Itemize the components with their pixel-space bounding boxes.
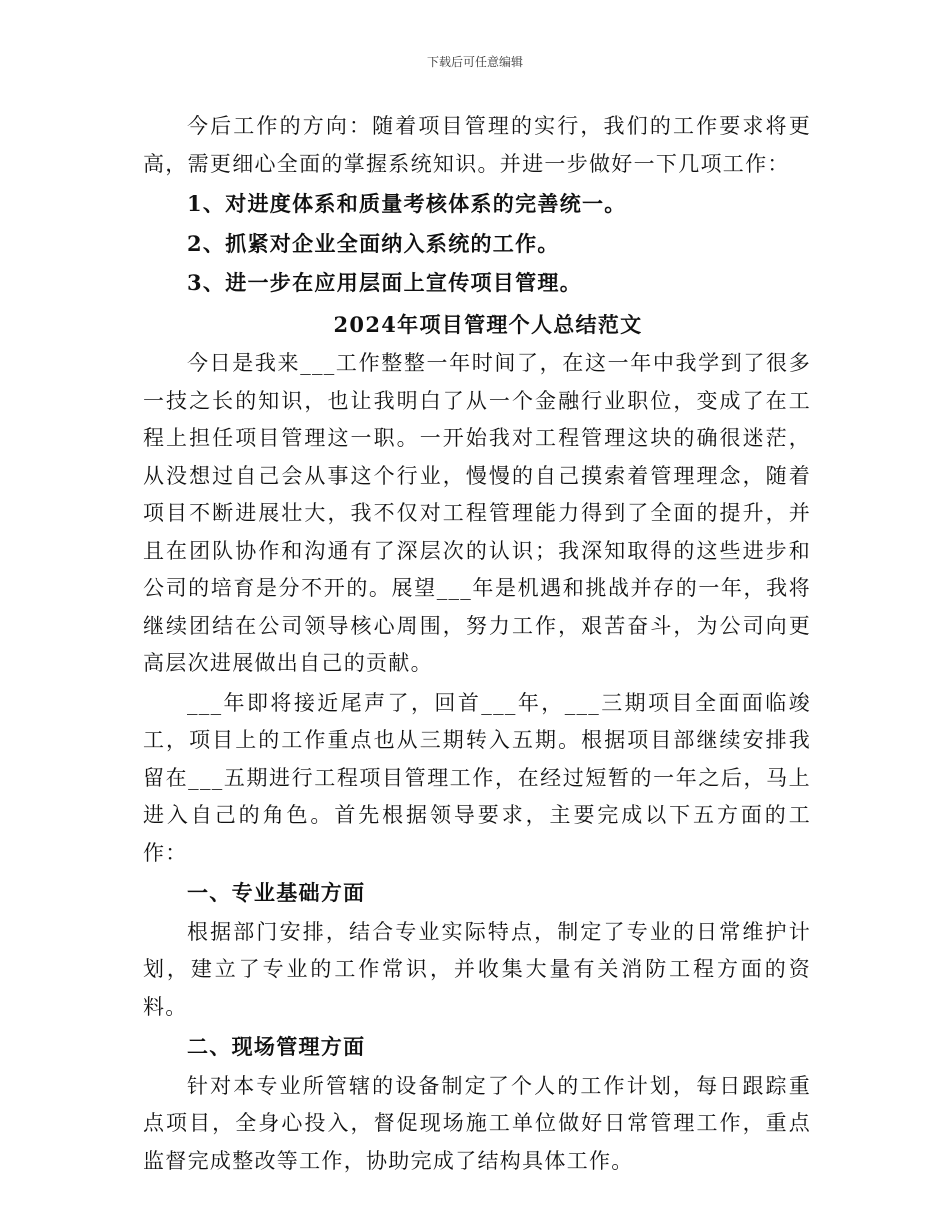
section-body-professional-basics: 根据部门安排，结合专业实际特点，制定了专业的日常维护计划，建立了专业的工作常识，并收集大量有关消防工程方面的资料。	[143, 919, 811, 1019]
header-note: 下载后可任意编辑	[426, 55, 523, 69]
work-item-3: 3、进一步在应用层面上宣传项目管理。	[187, 270, 583, 295]
summary-paragraph-2: ___年即将接近尾声了，回首___年，___三期项目全面面临竣工，项目上的工作重点也从三期转入五期。根据项目部继续安排我留在___五期进行工程项目管理工作，在经过短暂的一年之后，马上进入自己的角色。首先根据领导要求，主要完成以下五方面的工作：	[143, 690, 811, 865]
direction-paragraph: 今后工作的方向：随着项目管理的实行，我们的工作要求将更高，需更细心全面的掌握系统知识。并进一步做好一下几项工作：	[143, 114, 811, 176]
article-title: 2024年项目管理个人总结范文	[333, 311, 643, 337]
section-body-site-management: 针对本专业所管辖的设备制定了个人的工作计划，每日跟踪重点项目，全身心投入，督促现场施工单位做好日常管理工作，重点监督完成整改等工作，协助完成了结构具体工作。	[143, 1073, 811, 1173]
summary-paragraph-1: 今日是我来___工作整整一年时间了，在这一年中我学到了很多一技之长的知识，也让我明白了从一个金融行业职位，变成了在工程上担任项目管理这一职。一开始我对工程管理这块的确很迷茫，从没想过自己会从事这个行业，慢慢的自己摸索着管理理念，随着项目不断进展壮大，我不仅对工程管理能力得到了全面的提升，并且在团队协作和沟通有了深层次的认识；我深知取得的这些进步和公司的培育是分不开的。展望___年是机遇和挑战并存的一年，我将继续团结在公司领导核心周围，努力工作，艰苦奋斗，为公司向更高层次进展做出自己的贡献。	[143, 351, 811, 675]
work-item-1: 1、对进度体系和质量考核体系的完善统一。	[187, 191, 627, 216]
section-heading-professional-basics: 一、专业基础方面	[187, 880, 366, 905]
work-item-2: 2、抓紧对企业全面纳入系统的工作。	[187, 230, 560, 256]
document-body	[143, 108, 811, 1180]
section-heading-site-management: 二、现场管理方面	[187, 1034, 366, 1059]
